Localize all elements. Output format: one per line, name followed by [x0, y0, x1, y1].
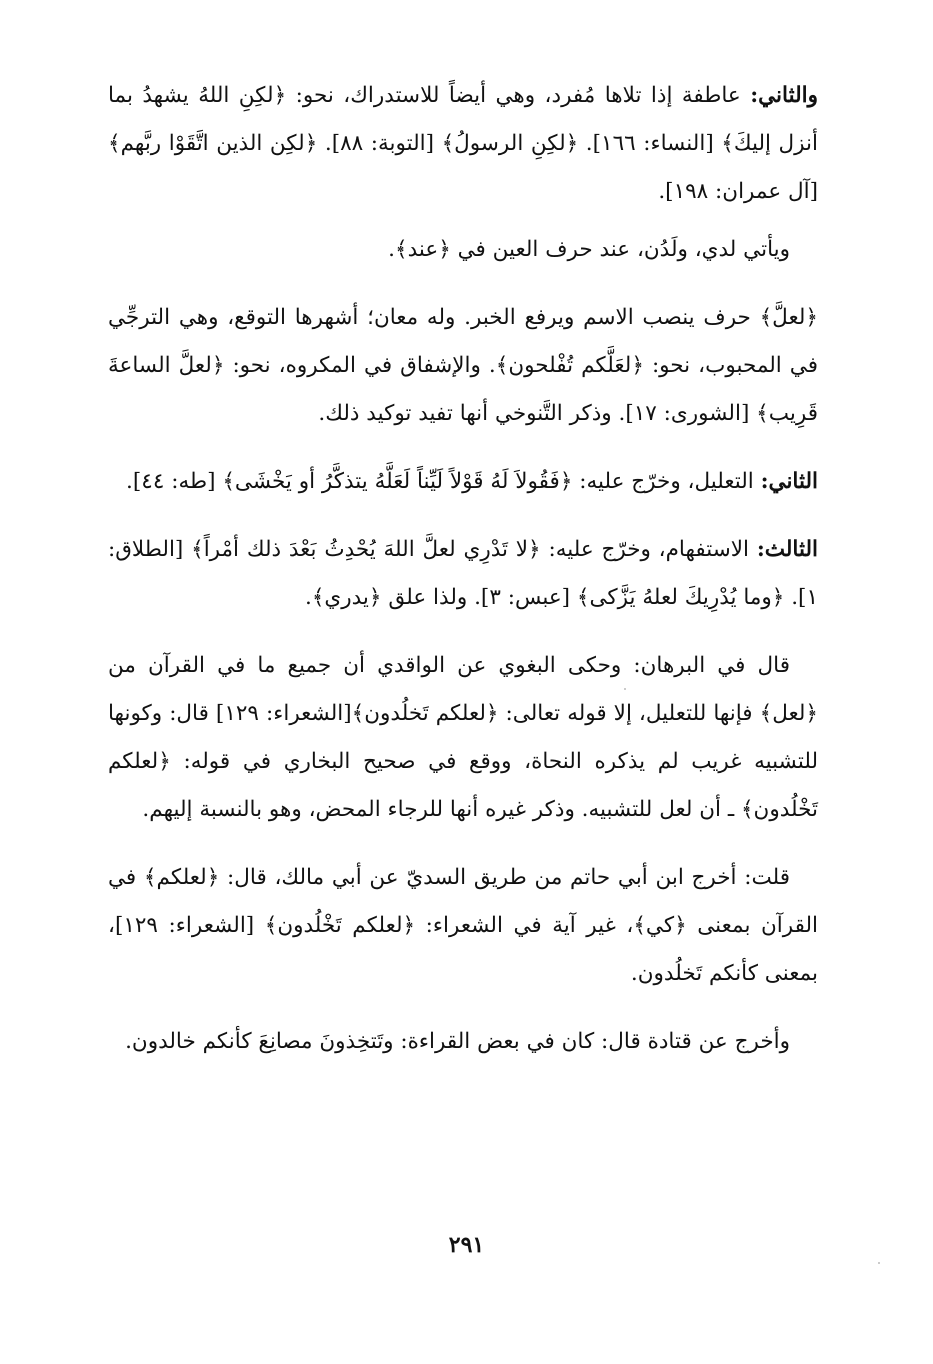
paragraph-qatada [108, 1018, 818, 1066]
paragraph-qultu [108, 854, 818, 998]
paragraph-text: ﴿لعلَّ﴾ حرف ينصب الاسم ويرفع الخبر. وله معان؛ أشهرها التوقع، وهي الترجِّي في المحبوب، نحو: ﴿لعَلَّكم تُفْلحون﴾. والإشفاق في المكروه، نحو: ﴿لعلَّ الساعةَ قَرِيب﴾ [الشورى: ١٧]. وذكر التَّنوخي أنها تفيد توكيد ذلك. [108, 305, 818, 426]
paragraph-second-meaning [108, 458, 818, 506]
paragraph-lakin-conjunction [108, 72, 818, 216]
paragraph-text: وأخرج عن قتادة قال: كان في بعض القراءة: وتَتخِذونَ مصانِعَ كأنكم خالدون. [125, 1029, 790, 1054]
paragraph-lead: الثاني: [760, 469, 818, 494]
paragraph-burhan-quote [108, 642, 818, 834]
paragraph-text: التعليل، وخرّج عليه: ﴿فَقُولاَ لَهُ قَوْلاً لَيِّناً لَعَلَّهُ يتذكَّرُ أو يَخْشَى﴾ [طه: ٤٤]. [126, 469, 754, 494]
paragraph-lead: الثالث: [756, 537, 818, 562]
paragraph-text: الاستفهام، وخرّج عليه: ﴿لا تَدْرِي لعلَّ اللهَ يُحْدِثُ بَعْدَ ذلك أمْراً﴾ [الطلاق: ١]. ﴿وما يُدْرِيكَ لعلهُ يَزَّكى﴾ [عبس: ٣]. ولذا علق ﴿يدري﴾. [108, 537, 818, 610]
paragraph-lead: والثاني: [750, 83, 818, 108]
paragraph-text: قلت: أخرج ابن أبي حاتم من طريق السديّ عن أبي مالك، قال: ﴿لعلكم﴾ في القرآن بمعنى ﴿كي﴾، غير آية في الشعراء: ﴿لعلكم تَخْلُدون﴾ [الشعراء: ١٢٩]، بمعنى كأنكم تَخلُدون. [108, 865, 818, 986]
paragraph-text: عاطفة إذا تلاها مُفرد، وهي أيضاً للاستدراك، نحو: ﴿لكِنِ اللهُ يشهدُ بما أنزل إليكَ﴾ [النساء: ١٦٦]. ﴿لكِنِ الرسولُ﴾ [التوبة: ٨٨]. ﴿لكِن الذين اتَّقَوْا ربَّهم﴾ [آل عمران: ١٩٨]. [108, 83, 818, 204]
scan-speck [878, 1262, 880, 1264]
paragraph-text: ويأتي لدي، ولَدُن، عند حرف العين في ﴿عند﴾. [388, 237, 790, 262]
paragraph-text: قال في البرهان: وحكى البغوي عن الواقدي أن جميع ما في القرآن من ﴿لعل﴾ فإنها للتعليل، إلا قوله تعالى: ﴿لعلكم تَخلُدون﴾[الشعراء: ١٢٩] قال: وكونها للتشبيه غريب لم يذكره النحاة، ووقع في صحيح البخاري في قوله: ﴿لعلكم تَخْلُدون﴾ ـ أن لعل للتشبيه. وذكر غيره أنها للرجاء المحض، وهو بالنسبة إليهم. [108, 653, 819, 822]
paragraph-laalla-definition [108, 294, 818, 438]
page-body [108, 72, 818, 1086]
page-number: ٢٩١ [448, 1232, 485, 1258]
scan-speck [624, 688, 626, 690]
paragraph-third-meaning [108, 526, 818, 622]
paragraph-yati-ladi [108, 226, 818, 274]
